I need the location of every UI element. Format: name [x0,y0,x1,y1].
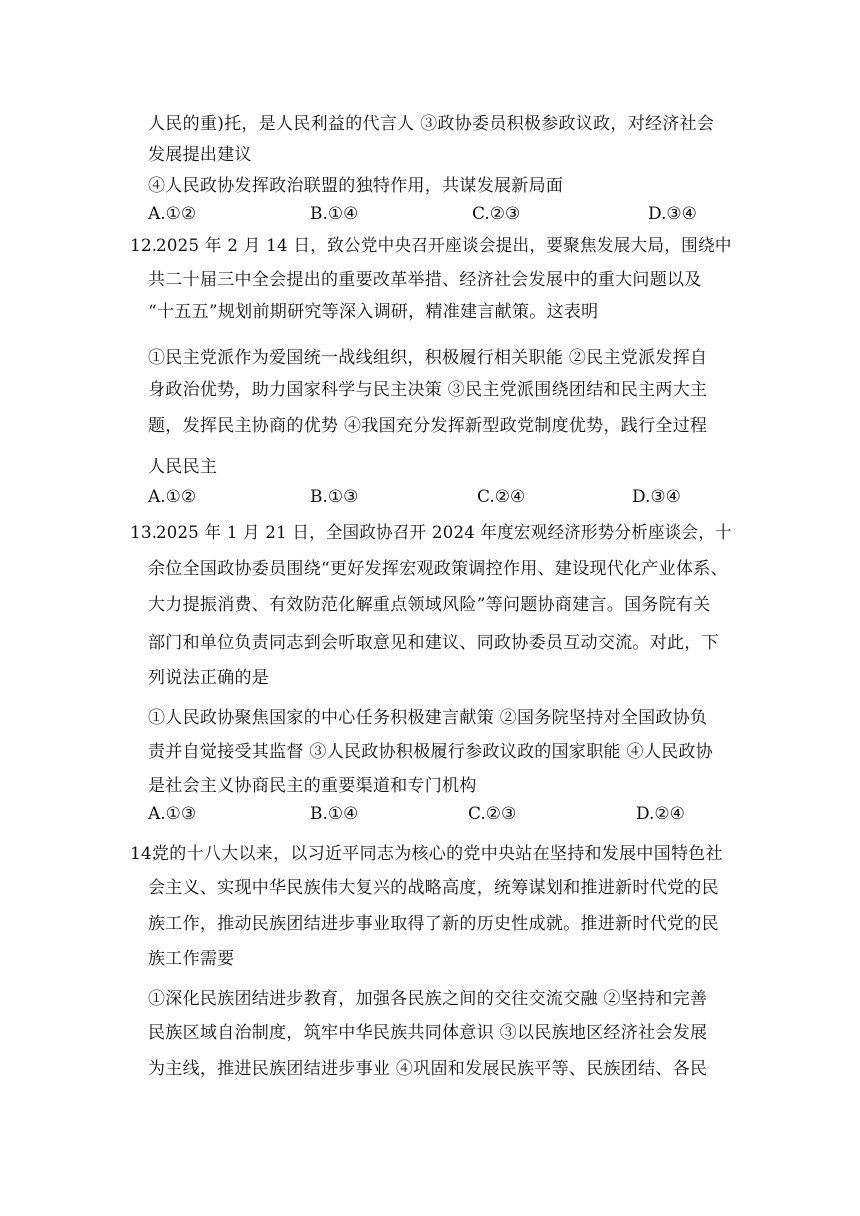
q14-statement-line-3: 为主线，推进民族团结进步事业 ④巩固和发展民族平等、民族团结、各民 [148,1059,708,1079]
q12-option-d[interactable]: D.③④ [632,487,681,507]
q12-option-c[interactable]: C.②④ [477,487,526,507]
q12-statement-line-3: 题，发挥民主协商的优势 ④我国充分发挥新型政党制度优势，践行全过程 [148,416,708,436]
q12-statement-line-1: ①民主党派作为爱国统一战线组织，积极履行相关职能 ②民主党派发挥自 [148,348,708,368]
q13-option-c[interactable]: C.②③ [468,804,517,824]
q13-statement-line-2: 责并自觉接受其监督 ③人民政协积极履行参政议政的国家职能 ④人民政协 [148,742,714,762]
q14-statement-line-1: ①深化民族团结进步教育，加强各民族之间的交往交流交融 ②坚持和完善 [148,989,708,1009]
q12-statement-line-4: 人民民主 [148,457,218,477]
q14-statement-line-2: 民族区域自治制度，筑牢中华民族共同体意识 ③以民族地区经济社会发展 [148,1023,708,1043]
q12-option-a[interactable]: A.①② [148,487,197,507]
q14-stem-line-1: 党的十八大以来，以习近平同志为核心的党中央站在坚持和发展中国特色社 [152,844,723,864]
q14-number: 14. [130,844,158,864]
q13-stem-line-4: 部门和单位负责同志到会听取意见和建议、同政协委员互动交流。对此，下 [148,633,719,653]
q13-stem-line-2: 余位全国政协委员围绕“更好发挥宏观政策调控作用、建设现代化产业体系、 [148,559,728,579]
q11-option-a[interactable]: A.①② [148,204,197,224]
q11-option-b[interactable]: B.①④ [310,204,359,224]
q11-line-3: ④人民政协发挥政治联盟的独特作用，共谋发展新局面 [148,176,564,196]
q14-stem-line-4: 族工作需要 [148,949,235,969]
q12-number: 12. [130,236,158,256]
q11-option-c[interactable]: C.②③ [472,204,521,224]
q14-stem-line-2: 会主义、实现中华民族伟大复兴的战略高度，统筹谋划和推进新时代党的民 [148,878,719,898]
q12-stem-line-3: “十五五”规划前期研究等深入调研，精准建言献策。这表明 [148,302,599,322]
q13-option-b[interactable]: B.①④ [310,804,359,824]
q13-option-a[interactable]: A.①③ [148,804,197,824]
q13-stem-line-3: 大力提振消费、有效防范化解重点领域风险”等问题协商建言。国务院有关 [148,595,711,615]
q13-stem-line-1: 2025 年 1 月 21 日，全国政协召开 2024 年度宏观经济形势分析座谈会，十 [156,523,732,543]
q12-statement-line-2: 身政治优势，助力国家科学与民主决策 ③民主党派围绕团结和民主两大主 [148,380,708,400]
q14-stem-line-3: 族工作，推动民族团结进步事业取得了新的历史性成就。推进新时代党的民 [148,914,719,934]
q13-statement-line-3: 是社会主义协商民主的重要渠道和专门机构 [148,776,477,796]
q11-line-2: 发展提出建议 [148,145,252,165]
q12-stem-line-1: 2025 年 2 月 14 日，致公党中央召开座谈会提出，要聚焦发展大局，围绕中 [156,236,732,256]
q12-stem-line-2: 共二十届三中全会提出的重要改革举措、经济社会发展中的重大问题以及 [148,270,702,290]
q12-option-b[interactable]: B.①③ [310,487,359,507]
q11-line-1: 人民的重)托，是人民利益的代言人 ③政协委员积极参政议政，对经济社会 [148,114,715,134]
q13-number: 13. [130,523,158,543]
q13-stem-line-5: 列说法正确的是 [148,668,270,688]
q13-statement-line-1: ①人民政协聚焦国家的中心任务积极建言献策 ②国务院坚持对全国政协负 [148,708,708,728]
q13-option-d[interactable]: D.②④ [636,804,685,824]
q11-option-d[interactable]: D.③④ [648,204,697,224]
